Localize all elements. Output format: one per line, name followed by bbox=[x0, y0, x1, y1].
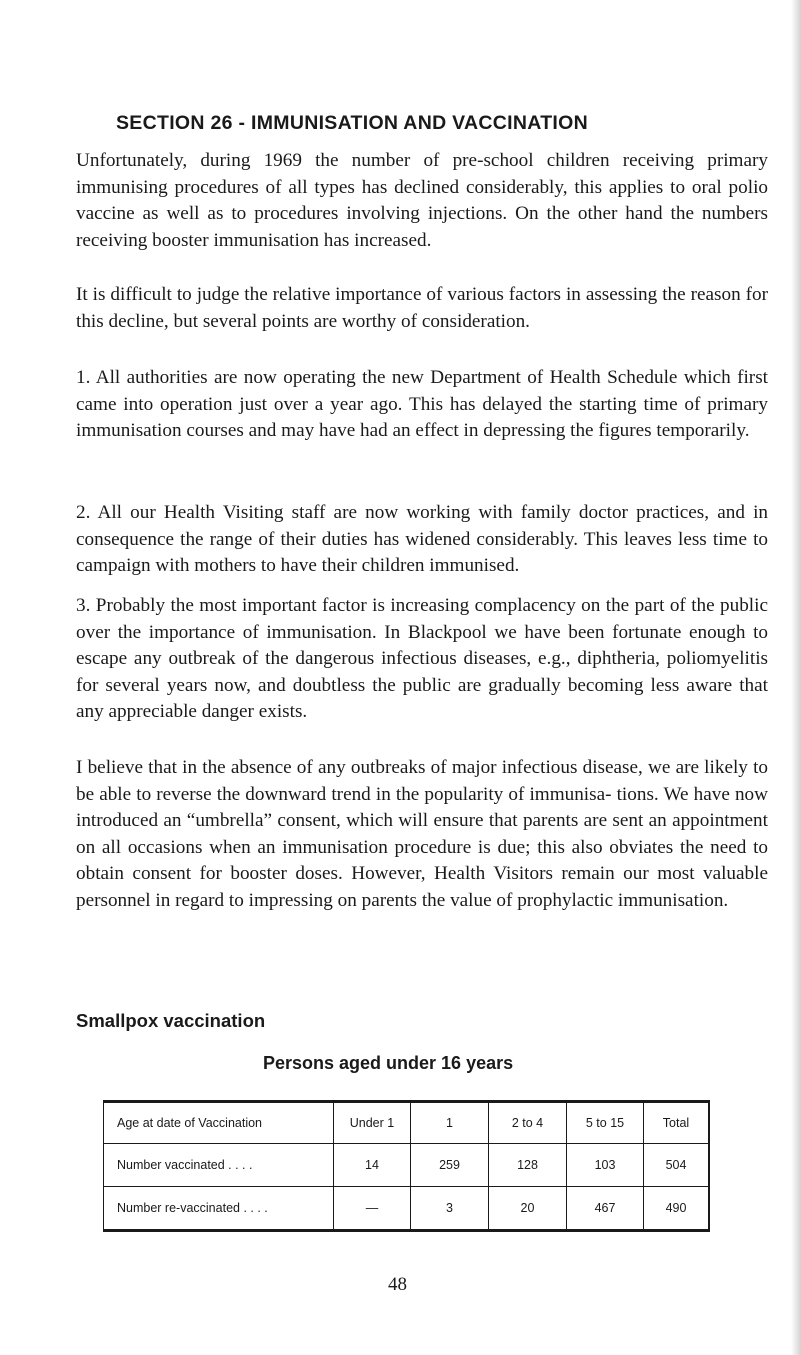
table-header-cell: Under 1 bbox=[334, 1102, 411, 1144]
page-number: 48 bbox=[388, 1274, 407, 1295]
table-header-cell: Age at date of Vaccination bbox=[104, 1102, 334, 1144]
table-row-label: Number vaccinated . . . . bbox=[104, 1144, 334, 1187]
table-cell: 490 bbox=[644, 1187, 710, 1231]
paragraph-point-3: 3. Probably the most important factor is increasing complacency on the part of the public over the importance of immunisation. In Blackpool we have been fortunate enough to escape any outbreak of the dangerous infectious diseases, e.g., diphtheria, poliomyelitis for several years now, and doubtless the public are gradually becoming less aware that any appreciable danger exists. bbox=[76, 595, 768, 722]
table-cell: 259 bbox=[411, 1144, 489, 1187]
smallpox-section-title: Smallpox vaccination bbox=[76, 1010, 266, 1031]
table-header-cell: 2 to 4 bbox=[489, 1102, 567, 1144]
section-heading: SECTION 26 - IMMUNISATION AND VACCINATION bbox=[116, 112, 588, 134]
smallpox-table-subtitle: Persons aged under 16 years bbox=[263, 1053, 514, 1073]
table-header-cell: 1 bbox=[411, 1102, 489, 1144]
table-cell: 3 bbox=[411, 1187, 489, 1231]
table-cell: 467 bbox=[567, 1187, 644, 1231]
paragraph-difficulty: It is difficult to judge the relative importance of various factors in assessing the reason for this decline, but several points are worthy of consideration. bbox=[76, 284, 768, 332]
table-cell: 103 bbox=[567, 1144, 644, 1187]
table-row bbox=[104, 1144, 710, 1187]
table-cell: — bbox=[334, 1187, 411, 1231]
paragraph-belief: I believe that in the absence of any outbreaks of major infectious disease, we are likely to be able to reverse the downward trend in the popularity of immunisa- tions. We have now introduced an “umbrella” consent, which will ensure that parents are sent an appointment on all occasions when an immunisation procedure is due; this also obviates the need to obtain consent for booster doses. However, Health Visitors remain our most valuable personnel in regard to impressing on parents the value of prophylactic immunisation. bbox=[76, 757, 768, 911]
paragraph-intro: Unfortunately, during 1969 the number of pre-school children receiving primary immunising procedures of all types has declined considerably, this applies to oral polio vaccine as well as to procedures involving injections. On the other hand the numbers receiving booster immunisation has increased. bbox=[76, 150, 768, 251]
table-row-label: Number re-vaccinated . . . . bbox=[104, 1187, 334, 1231]
table-cell: 14 bbox=[334, 1144, 411, 1187]
table-cell: 128 bbox=[489, 1144, 567, 1187]
table-header-cell: 5 to 15 bbox=[567, 1102, 644, 1144]
smallpox-vaccination-table bbox=[103, 1100, 710, 1232]
table-cell: 20 bbox=[489, 1187, 567, 1231]
table-cell: 504 bbox=[644, 1144, 710, 1187]
table-header-row bbox=[104, 1102, 710, 1144]
paragraph-point-1: 1. All authorities are now operating the new Department of Health Schedule which first came into operation just over a year ago. This has delayed the starting time of primary immunisation courses and may have had an effect in depressing the figures temporarily. bbox=[76, 367, 768, 441]
paragraph-point-2: 2. All our Health Visiting staff are now working with family doctor practices, and in consequence the range of their duties has widened considerably. This leaves less time to campaign with mothers to have their children immunised. bbox=[76, 502, 768, 576]
table-row bbox=[104, 1187, 710, 1231]
page-edge-shadow bbox=[791, 0, 801, 1355]
table-header-cell: Total bbox=[644, 1102, 710, 1144]
